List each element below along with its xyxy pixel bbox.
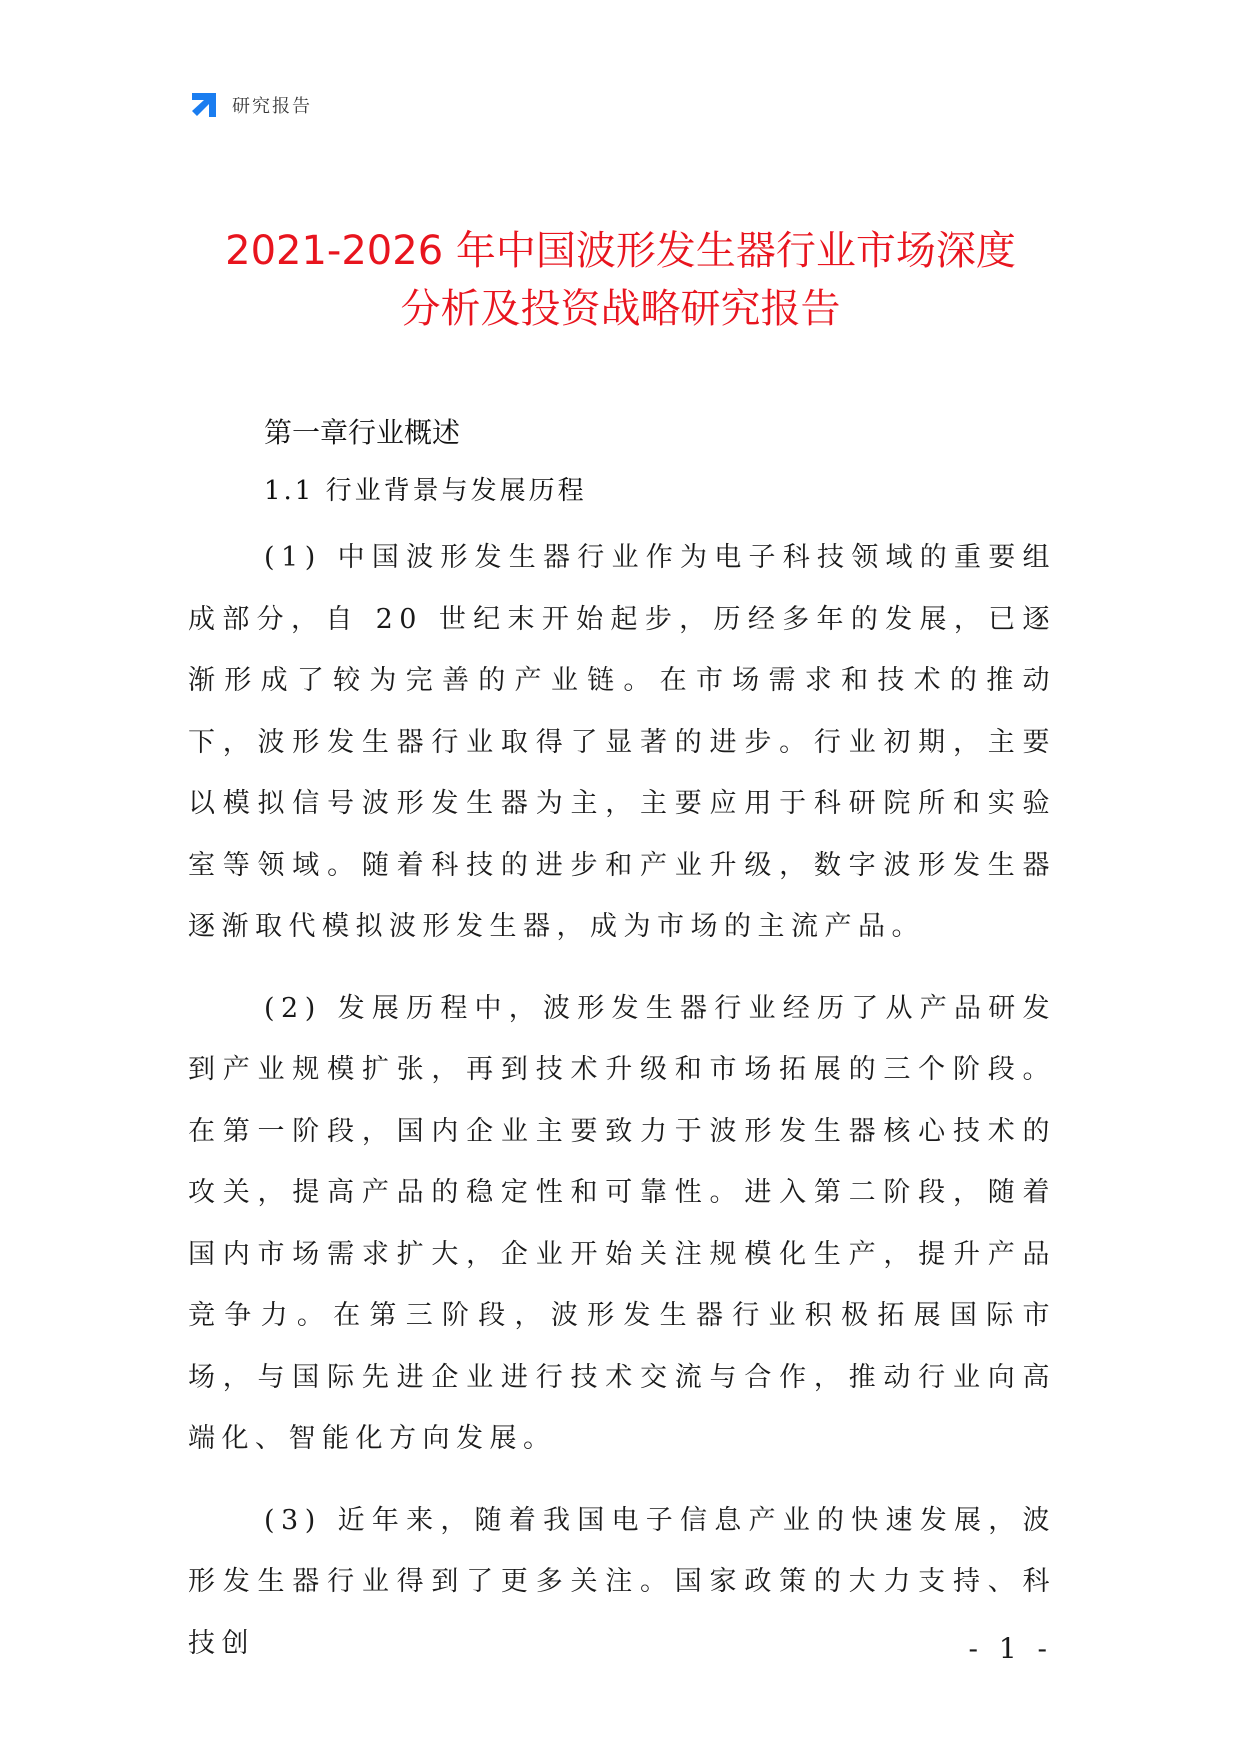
paragraph-3: (3) 近年来，随着我国电子信息产业的快速发展，波形发生器行业得到了更多关注。国家政策的大力支持、科技创: [188, 1504, 1056, 1659]
arrow-up-right-icon: [188, 89, 220, 121]
chapter-heading: 第一章行业概述: [264, 416, 461, 449]
header-label: 研究报告: [232, 96, 312, 117]
document-body: [188, 413, 1056, 1674]
section-heading: 1.1 行业背景与发展历程: [264, 476, 587, 506]
document-header: [188, 88, 312, 122]
document-title: [150, 222, 1091, 338]
title-line-2: 分析及投资战略研究报告: [400, 286, 841, 332]
paragraph-1: (1) 中国波形发生器行业作为电子科技领域的重要组成部分，自 20 世纪末开始起步，历经多年的发展，已逐渐形成了较为完善的产业链。在市场需求和技术的推动下，波形发生器行业取得了显著的进步。行业初期，主要以模拟信号波形发生器为主，主要应用于科研院所和实验室等领域。随着科技的进步和产业升级，数字波形发生器逐渐取代模拟波形发生器，成为市场的主流产品。: [188, 542, 1056, 942]
title-line-1: 2021-2026 年中国波形发生器行业市场深度: [225, 228, 1016, 274]
page-number: - 1 -: [968, 1632, 1053, 1665]
paragraph-2: (2) 发展历程中，波形发生器行业经历了从产品研发到产业规模扩张，再到技术升级和市场拓展的三个阶段。在第一阶段，国内企业主要致力于波形发生器核心技术的攻关，提高产品的稳定性和可靠性。进入第二阶段，随着国内市场需求扩大，企业开始关注规模化生产，提升产品竞争力。在第三阶段，波形发生器行业积极拓展国际市场，与国际先进企业进行技术交流与合作，推动行业向高端化、智能化方向发展。: [188, 992, 1056, 1454]
